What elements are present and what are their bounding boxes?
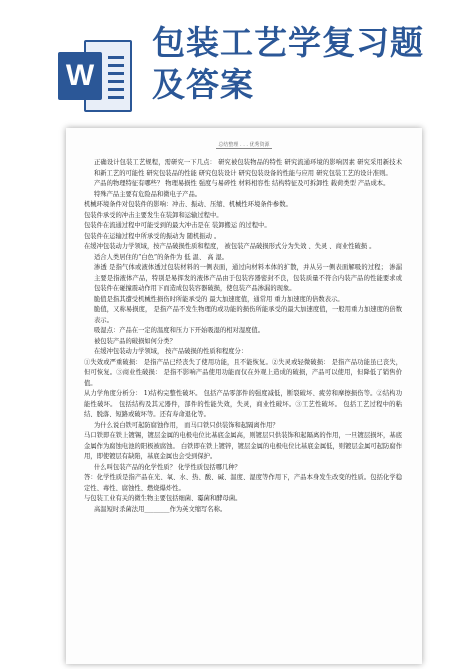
header-banner <box>0 0 474 120</box>
paragraph: 渗透 是指气体或液体透过包装材料的一侧表面，通过向材料本体的扩散，并从另一侧表面解吸的过程； 渗漏 主要是指液体产品，特别是易挥发的液体产品由于包装容器密封不良，包装质量不符合内装产品的性能要求或包装件在碰撞震动作用下而造成包装容器破损，使包装产品渗漏的现象。 <box>94 264 402 292</box>
paragraph: 在缓冲包装动力学领域， 按产品破损的性质和程度分： <box>94 348 248 355</box>
paragraph: 包装件承受的冲击主要发生在装卸和运输过程中。 <box>84 211 223 219</box>
paragraph: ①失效或严重破损： 是指产品已经丧失了使用功能，且不能恢复。②失灵或轻微破损： 是指产品功能虽已丧失，但可恢复。③商业性破损： 是指不影响产品使用功能而仅在外观上造成的破损，产品可以使用，但降低了销售价值。 <box>84 358 402 387</box>
paragraph: 为什么说白铁可起防腐蚀作用， 而马口铁只供装饰和起隔离作用？ <box>94 421 279 429</box>
paragraph: 适合人类居住的“白色”的条件为 低 温、 高 湿。 <box>94 253 229 261</box>
paragraph: 什么叫包装产品的化学性质？ 化学性质包括哪几种？ <box>94 463 241 471</box>
paragraph: 马口铁即在铁上镀锡，镀层金属的电极电位比基底金属高，则镀层只供装饰和起隔离的作用，一旦镀层损坏，基底金属作为腐蚀电池的阳极被腐蚀。 白铁即在铁上镀锌，镀层金属的电极电位比基底金属低，则镀层金属可起防腐作用，即使镀层有缺陷，基底金属也会受到保护。 <box>84 432 402 460</box>
document-preview <box>66 128 422 664</box>
paragraph: 答：化学性质是指产品在光、氧、水、热、酸、碱、温度、湿度等作用下，产品本身发生改变的性质。包括化学稳定性、毒性、腐蚀性、燃烧爆炸性。 <box>84 474 402 492</box>
paragraph: 高温短时杀菌法用________作为英文缩写名称。 <box>94 505 227 513</box>
title-line-1: 包装工艺学复习题 <box>152 23 424 62</box>
paragraph: 包装件在运输过程中所承受的振动为 随机振动 。 <box>84 232 221 240</box>
paragraph: 与包装工业有关的微生物主要包括细菌、霉菌和酵母菌。 <box>84 495 242 502</box>
word-document-icon <box>58 40 132 112</box>
paragraph: 特殊产品主要有危险品和微电子产品。 <box>94 190 202 198</box>
paragraph: 包装件在流通过程中可能受到的最大冲击是在 装卸搬运 的过程中。 <box>84 222 271 229</box>
paragraph: 机械环境条件对包装件的影响：冲击、振动、压缩、机械性环境条件参数。 <box>84 201 292 208</box>
paragraph: 在缓冲包装动力学领域，按产品破损性质和程度， 被包装产品破损形式分为失效 、失灵 、商业性破损 。 <box>84 243 376 250</box>
document-body <box>84 158 402 515</box>
paragraph: 被包装产品的破损如何分类？ <box>94 337 176 345</box>
paragraph: 脆值，又称易损度， 是指产品不发生物理的或功能的损伤所能承受的最大加速度值，一般用重力加速度的倍数 表示。 <box>94 306 402 324</box>
paragraph: 正确设计包装工艺规程，需研究一下几点： 研究被包装物品的特性 研究流通环境的影响因素 研究采用新技术和新工艺的可能性 研究包装品的性能 研究包装设计 研究包装设备的性能与应用 研究包装工艺的设计准则。 <box>94 159 402 177</box>
running-header: 总结整理 . . . 优秀资源 <box>218 142 270 148</box>
paragraph: 从力学角度分析分： 1)结构完整性破坏。 包括产品零部件的强度减低，断裂破坏、疲劳和摩擦损伤等。②结构功能性破坏。 包括结构及其元器件，部件的性能失效，失灵，商业性破坏。③工艺性破坏。 包括工艺过程中的粘结、脱落、短路或破坏等。还有寿命退化等。 <box>84 390 402 418</box>
paragraph: 产品的物理特征有哪些？ 物理易损性 强度与易碎性 材料相容性 结构特征及可拆卸性 载荷类型 产品成本。 <box>94 180 390 187</box>
paragraph: 吸湿点：产品在一定的温度和压力下开始吸湿的相对湿度值。 <box>94 327 265 334</box>
title-line-2: 及答案 <box>152 65 254 104</box>
paragraph: 脆值是指其遭受机械性损伤时所能承受的 最大加速度值，通常用 重力加速度的倍数表示。 <box>94 295 344 303</box>
word-badge: W <box>58 52 102 100</box>
page-title <box>152 22 452 106</box>
